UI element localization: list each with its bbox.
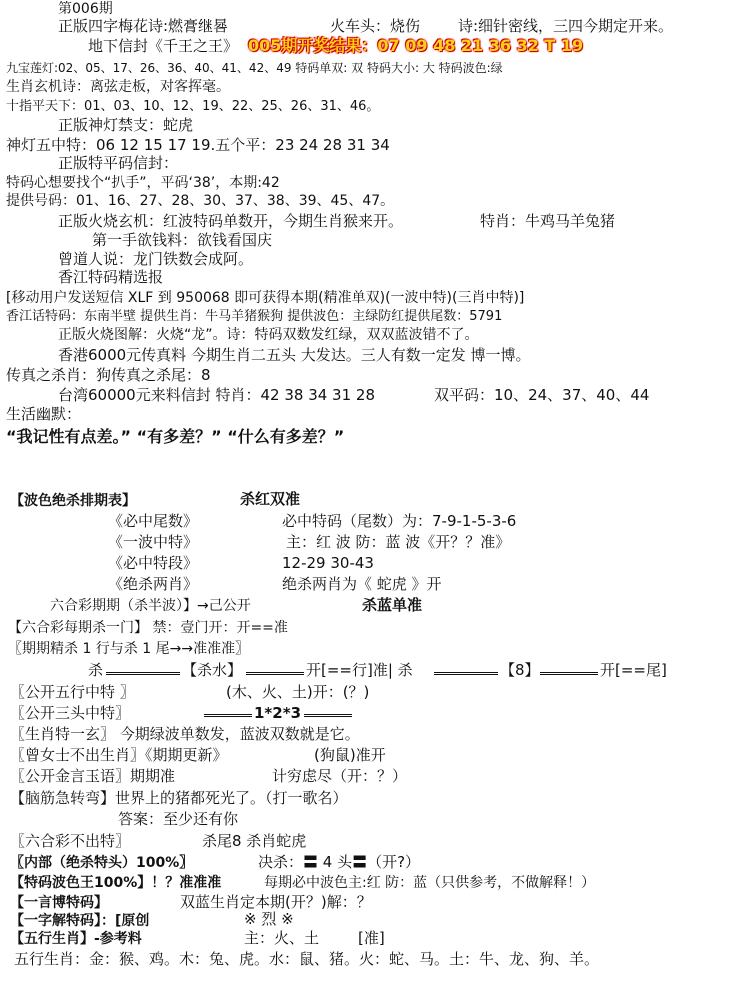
- five-element-zodiac-accurate: [准]: [358, 929, 385, 947]
- divider-line: [540, 672, 598, 675]
- segment-value: 12-29 30-43: [282, 554, 374, 572]
- lotus-lamp-numbers: 九宝莲灯:02、05、17、26、36、40、41、42、49 特码单双: 双 特码大小: 大 特码波色:绿: [6, 61, 503, 75]
- lottery-result: 005期开奖结果：07 09 48 21 36 32 T 19: [248, 36, 584, 55]
- underground-envelope: 地下信封《千王之王》: [88, 37, 239, 55]
- one-word-bet-label: 【一言博特码】: [10, 895, 108, 911]
- wave-king-label: 【特码波色王100%】！？准准准: [10, 875, 222, 891]
- fire-diagram: 正版火烧图解：火烧“龙”。诗：特码双数发红绿，双双蓝波错不了。: [58, 327, 479, 343]
- brain-teaser: 【脑筋急转弯】世界上的猪都死光了。（打一歌名）: [10, 789, 348, 807]
- first-hand-material: 第一手欲钱料：欲钱看国庆: [92, 231, 273, 249]
- one-word-bet-value: 双蓝生肖定本期(开？)解：？: [180, 893, 372, 911]
- kill-schedule-title: 【波色绝杀排期表】: [10, 493, 136, 509]
- tail-eight: 【8】: [500, 661, 540, 679]
- special-code-riddle: 特码心想要找个“扒手”，平码‘38’，本期:42: [6, 175, 280, 191]
- provided-numbers: 提供号码：01、16、27、28、30、37、38、39、45、47。: [6, 193, 395, 209]
- five-element-zodiac-label: 【五行生肖】-参考料: [10, 931, 142, 947]
- brain-teaser-answer: 答案：至少还有你: [118, 810, 239, 828]
- fax-kill: 传真之杀肖：狗传真之杀尾：8: [6, 366, 211, 384]
- poem-line: 诗:细针密线，三四今期定开来。: [458, 17, 674, 35]
- divider-line: [304, 714, 352, 717]
- xiangjiang-words: 香江话特码：东南半壁 提供生肖：牛马羊猪猴狗 提供波色：主绿防红提供尾数：5791: [6, 309, 503, 324]
- divider-line: [246, 672, 304, 675]
- humor-joke: “我记性有点差。” “有多差？” “什么有多差？”: [6, 427, 345, 446]
- one-word-solve-label: 【一字解特码】：[原创: [10, 913, 150, 929]
- kill-one-door: 【六合彩每期杀一门】 禁：壹门开：开==准: [8, 620, 288, 636]
- hongkong-fax: 香港6000元传真料 今期生肖二五头 大发达。三人有数一定发 博一博。: [58, 346, 531, 364]
- inner-kill-value: 决杀：〓 4 头〓（开?）: [258, 853, 421, 871]
- half-wave-kill: 六合彩期期（杀半波）】→己公开: [50, 598, 251, 614]
- five-element-value: (木、火、土)开：(？): [226, 683, 370, 701]
- two-zodiac-label: 《绝杀两肖》: [108, 575, 199, 593]
- divider-line: [106, 672, 180, 675]
- tail-numbers: 必中特码（尾数）为：7-9-1-5-3-6: [282, 512, 517, 530]
- humor-title: 生活幽默：: [6, 405, 82, 423]
- three-head-label: 〖公开三头中特〗: [10, 704, 131, 722]
- five-element-label: 〖公开五行中特 〗: [10, 683, 135, 701]
- zodiac-mystery-poem: 生肖玄机诗：离弦走板，对客挥毫。: [6, 79, 230, 95]
- xiangjiang-title: 香江特码精选报: [58, 268, 164, 286]
- open-tail: 开[==尾]: [600, 661, 667, 679]
- taiwan-envelope: 台湾60000元来料信封 特肖：42 38 34 31 28: [58, 386, 375, 404]
- one-word-solve-value: ※ 烈 ※: [244, 910, 294, 928]
- three-head-value: 1*2*3: [254, 704, 301, 722]
- golden-words-label: 〖公开金言玉语〗期期准: [10, 767, 176, 785]
- open-element: 开[==行]准| 杀: [306, 661, 413, 679]
- sacred-lamp-five: 神灯五中特：06 12 15 17 19.五个平：23 24 28 31 34: [6, 136, 390, 154]
- zodiac-mystery: 〖生肖特一玄〗 今期绿波单数发，蓝波双数就是它。: [10, 725, 360, 743]
- wave-king-value: 每期必中波色主:红 防：蓝（只供参考，不做解释！）: [264, 875, 596, 891]
- sms-promo: [移动用户发送短信 XLF 到 950068 即可获得本期(精准单双)(一波中特)(三肖中特)]: [6, 290, 525, 306]
- ms-zeng-label: 〖曾女士不出生肖〗《期期更新》: [10, 746, 228, 764]
- never-special-label: 〖六合彩不出特〗: [10, 832, 131, 850]
- tail-label: 《必中尾数》: [108, 512, 199, 530]
- sacred-lamp-ban: 正版神灯禁支：蛇虎: [58, 116, 194, 134]
- envelope-title: 正版特平码信封：: [58, 154, 179, 172]
- double-flat-codes: 双平码：10、24、37、40、44: [434, 386, 650, 404]
- five-element-zodiac-main: 主：火、土: [244, 929, 320, 947]
- segment-label: 《必中特段》: [108, 554, 199, 572]
- kill-water-prefix: 杀: [88, 661, 104, 679]
- special-zodiacs: 特肖：牛鸡马羊兔猪: [480, 212, 616, 230]
- plum-blossom-poem: 正版四字梅花诗:燃膏继晷: [58, 17, 229, 35]
- inner-kill-label: 〖内部（绝杀特头）100%〗: [10, 855, 194, 871]
- fire-mystery: 正版火烧玄机：红波特码单数开，今期生肖猴来开。: [58, 212, 404, 230]
- ms-zeng-value: (狗鼠)准开: [314, 746, 386, 764]
- train-head: 火车头：烧伤: [330, 17, 421, 35]
- kill-water: 【杀水】: [182, 661, 243, 679]
- golden-words-value: 计穷虑尽（开：？）: [272, 767, 408, 785]
- ten-fingers-numbers: 十指平天下：01、03、10、12、19、22、25、26、31、46。: [6, 99, 380, 114]
- kill-element-tail: 〖期期精杀 1 行与杀 1 尾→→准准准〗: [8, 641, 250, 657]
- wave-value: 主：红 波 防：蓝 波《开？？准》: [286, 533, 511, 551]
- divider-line: [434, 672, 498, 675]
- taoist-saying: 曾道人说：龙门铁数会成阿。: [58, 250, 254, 268]
- kill-red-double: 杀红双准: [240, 490, 301, 508]
- wave-label: 《一波中特》: [108, 533, 199, 551]
- kill-blue-single: 杀蓝单准: [362, 596, 423, 614]
- divider-line: [204, 714, 252, 717]
- never-special-value: 杀尾8 杀肖蛇虎: [202, 832, 307, 850]
- two-zodiac-value: 绝杀两肖为《 蛇虎 》开: [282, 575, 442, 593]
- five-element-zodiac-list: 五行生肖：金：猴、鸡。木：兔、虎。水：鼠、猪。火：蛇、马。土：牛、龙、狗、羊。: [14, 950, 600, 968]
- issue-number: 第006期: [58, 1, 113, 17]
